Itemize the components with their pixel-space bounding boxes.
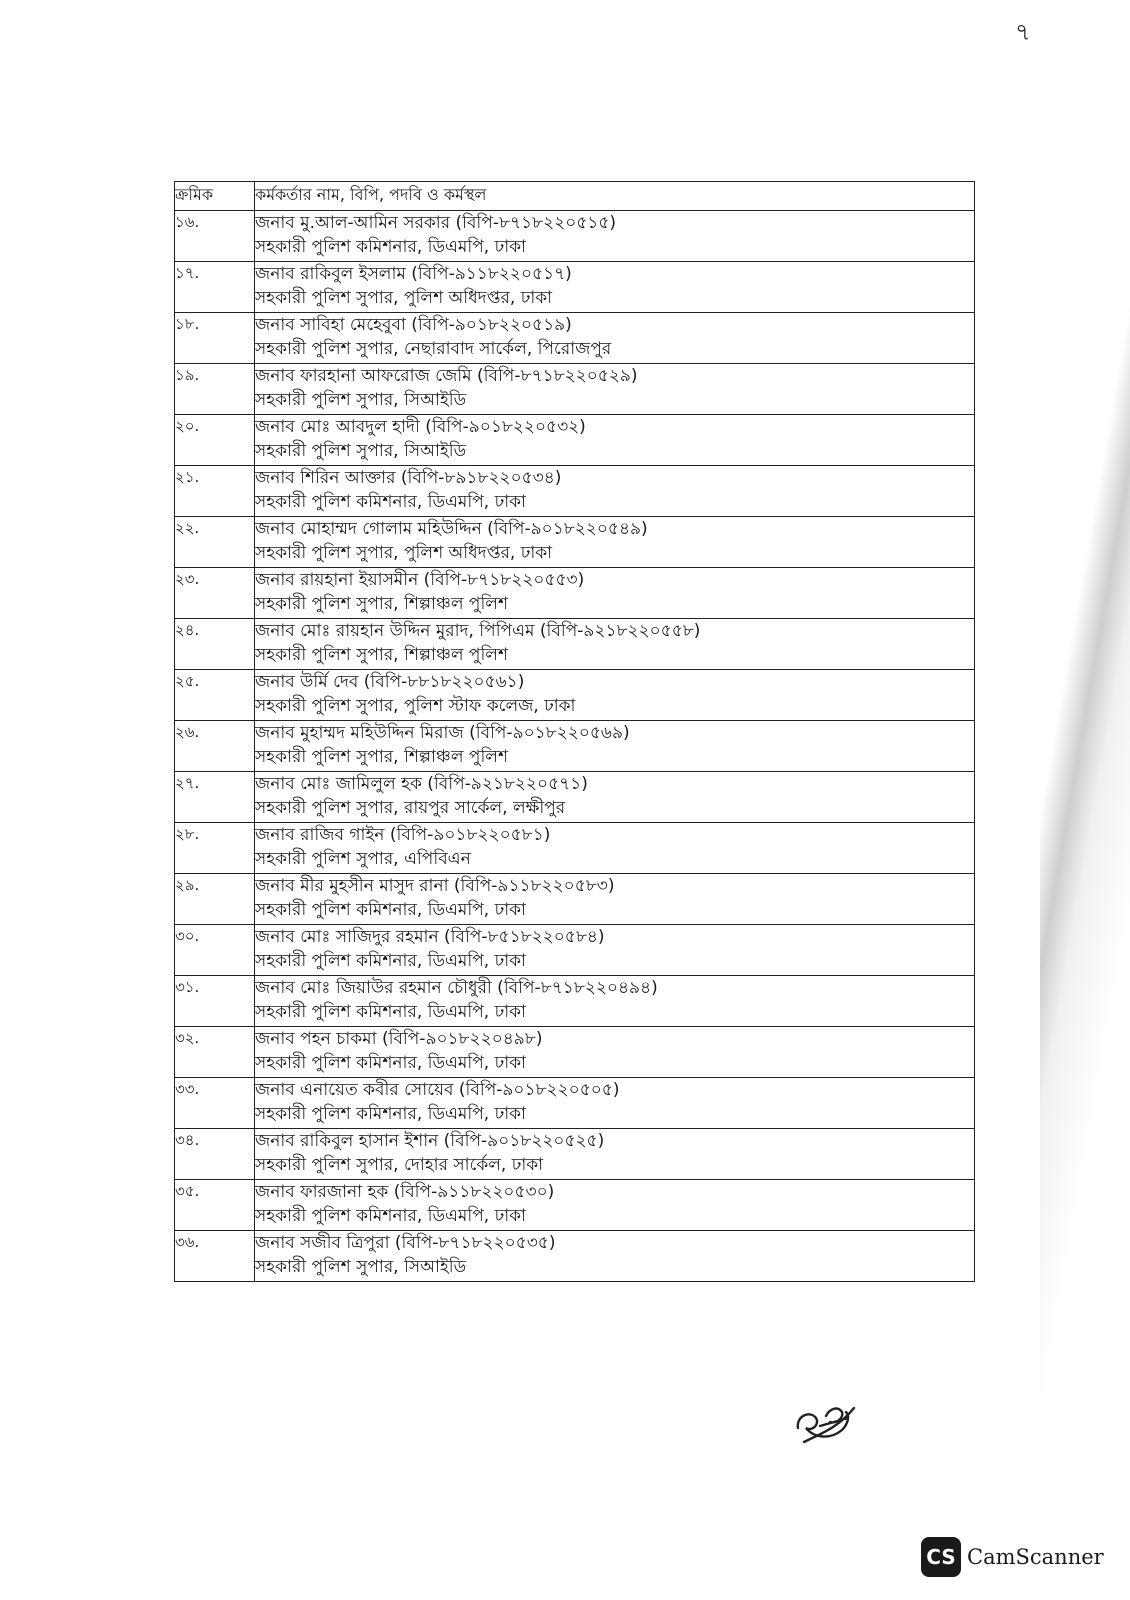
table-row — [175, 976, 975, 1027]
officer-posting: সহকারী পুলিশ কমিশনার, ডিএমপি, ঢাকা — [255, 237, 526, 257]
table-header-row — [175, 182, 975, 211]
officer-name-bp: জনাব মোঃ জামিলুল হক (বিপি-৯২১৮২২০৫৭১) — [255, 774, 588, 794]
officer-name-bp: জনাব পহন চাকমা (বিপি-৯০১৮২২০৪৯৮) — [255, 1029, 543, 1049]
officer-posting: সহকারী পুলিশ সুপার, শিল্পাঞ্চল পুলিশ — [255, 747, 509, 767]
table-row — [175, 721, 975, 772]
camscanner-watermark — [921, 1537, 1104, 1577]
officer-posting: সহকারী পুলিশ সুপার, রায়পুর সার্কেল, লক্ষীপুর — [255, 798, 566, 818]
serial-cell: ১৮. — [175, 313, 255, 364]
officer-posting: সহকারী পুলিশ সুপার, সিআইডি — [255, 1257, 467, 1277]
officer-name-bp: জনাব ফারজানা হক (বিপি-৯১১৮২২০৫৩০) — [255, 1182, 555, 1202]
table-row — [175, 925, 975, 976]
table-row — [175, 1027, 975, 1078]
details-cell — [255, 619, 975, 670]
details-cell — [255, 823, 975, 874]
details-cell — [255, 925, 975, 976]
officer-name-bp: জনাব সজীব ত্রিপুরা (বিপি-৮৭১৮২২০৫৩৫) — [255, 1233, 556, 1253]
officer-name-bp: জনাব শিরিন আক্তার (বিপি-৮৯১৮২২০৫৩৪) — [255, 468, 562, 488]
details-cell — [255, 262, 975, 313]
officer-posting: সহকারী পুলিশ সুপার, সিআইডি — [255, 390, 467, 410]
table-row — [175, 262, 975, 313]
table-row — [175, 517, 975, 568]
officer-name-bp: জনাব রাজিব গাইন (বিপি-৯০১৮২২০৫৮১) — [255, 825, 551, 845]
officer-name-bp: জনাব মু.আল-আমিন সরকার (বিপি-৮৭১৮২২০৫১৫) — [255, 213, 616, 233]
officer-name-bp: জনাব মোঃ সাজিদুর রহমান (বিপি-৮৫১৮২২০৫৮৪) — [255, 927, 605, 947]
details-cell — [255, 313, 975, 364]
table-body — [175, 211, 975, 1282]
serial-cell: ২৫. — [175, 670, 255, 721]
officer-name-bp: জনাব মুহাম্মদ মহিউদ্দিন মিরাজ (বিপি-৯০১৮২২০৫৬৯) — [255, 723, 630, 743]
officer-name-bp: জনাব মোহাম্মদ গোলাম মহিউদ্দিন (বিপি-৯০১৮২২০৫৪৯) — [255, 519, 648, 539]
officer-name-bp: জনাব রায়হানা ইয়াসমীন (বিপি-৮৭১৮২২০৫৫৩) — [255, 570, 585, 590]
details-cell — [255, 211, 975, 262]
table-row — [175, 364, 975, 415]
serial-cell: ৩১. — [175, 976, 255, 1027]
details-cell — [255, 568, 975, 619]
page-edge-shadow — [1040, 0, 1130, 1520]
details-cell — [255, 772, 975, 823]
officer-name-bp: জনাব মীর মুহসীন মাসুদ রানা (বিপি-৯১১৮২২০৫৮৩) — [255, 876, 615, 896]
serial-cell: ২১. — [175, 466, 255, 517]
officer-name-bp: জনাব ফারহানা আফরোজ জেমি (বিপি-৮৭১৮২২০৫২৯) — [255, 366, 638, 386]
table-row — [175, 211, 975, 262]
details-cell — [255, 670, 975, 721]
officer-name-bp: জনাব এনায়েত কবীর সোয়েব (বিপি-৯০১৮২২০৫০৫) — [255, 1080, 620, 1100]
details-cell — [255, 1129, 975, 1180]
serial-cell: ২৩. — [175, 568, 255, 619]
serial-cell: ৩০. — [175, 925, 255, 976]
page-corner-mark: ৭ — [1015, 18, 1031, 46]
details-cell — [255, 517, 975, 568]
serial-cell: ৩৪. — [175, 1129, 255, 1180]
officer-posting: সহকারী পুলিশ সুপার, পুলিশ অধিদপ্তর, ঢাকা — [255, 288, 553, 308]
officer-name-bp: জনাব রাকিবুল হাসান ইশান (বিপি-৯০১৮২২০৫২৫) — [255, 1131, 605, 1151]
officer-name-bp: জনাব মোঃ জিয়াউর রহমান চৌধুরী (বিপি-৮৭১৮২২০৪৯৪) — [255, 978, 658, 998]
details-cell — [255, 874, 975, 925]
table-row — [175, 466, 975, 517]
serial-cell: ২৪. — [175, 619, 255, 670]
table-row — [175, 313, 975, 364]
table-row — [175, 772, 975, 823]
officer-name-bp: জনাব মোঃ আবদুল হাদী (বিপি-৯০১৮২২০৫৩২) — [255, 417, 586, 437]
serial-cell: ৩৬. — [175, 1231, 255, 1282]
officer-posting: সহকারী পুলিশ সুপার, নেছারাবাদ সার্কেল, পিরোজপুর — [255, 339, 612, 359]
details-cell — [255, 1231, 975, 1282]
camscanner-label: CamScanner — [967, 1545, 1104, 1569]
officer-posting: সহকারী পুলিশ সুপার, পুলিশ স্টাফ কলেজ, ঢাকা — [255, 696, 576, 716]
officer-name-bp: জনাব উর্মি দেব (বিপি-৮৮১৮২২০৫৬১) — [255, 672, 525, 692]
signature-initials — [790, 1398, 860, 1448]
details-cell — [255, 721, 975, 772]
officer-posting: সহকারী পুলিশ সুপার, দোহার সার্কেল, ঢাকা — [255, 1155, 544, 1175]
details-column-header: কর্মকর্তার নাম, বিপি, পদবি ও কর্মস্থল — [255, 182, 975, 211]
officer-posting: সহকারী পুলিশ কমিশনার, ডিএমপি, ঢাকা — [255, 1053, 526, 1073]
officer-posting: সহকারী পুলিশ সুপার, পুলিশ অধিদপ্তর, ঢাকা — [255, 543, 553, 563]
serial-cell: ৩৫. — [175, 1180, 255, 1231]
details-cell — [255, 364, 975, 415]
details-cell — [255, 415, 975, 466]
details-cell — [255, 976, 975, 1027]
serial-cell: ৩২. — [175, 1027, 255, 1078]
serial-cell: ৩৩. — [175, 1078, 255, 1129]
officer-posting: সহকারী পুলিশ সুপার, শিল্পাঞ্চল পুলিশ — [255, 594, 509, 614]
details-cell — [255, 1027, 975, 1078]
serial-cell: ২২. — [175, 517, 255, 568]
officer-table — [174, 181, 975, 1282]
officer-name-bp: জনাব রাকিবুল ইসলাম (বিপি-৯১১৮২২০৫১৭) — [255, 264, 572, 284]
serial-cell: ২৮. — [175, 823, 255, 874]
officer-posting: সহকারী পুলিশ সুপার, এপিবিএন — [255, 849, 471, 869]
table-row — [175, 823, 975, 874]
serial-cell: ১৭. — [175, 262, 255, 313]
table-row — [175, 415, 975, 466]
table-row — [175, 1231, 975, 1282]
serial-cell: ১৯. — [175, 364, 255, 415]
officer-posting: সহকারী পুলিশ কমিশনার, ডিএমপি, ঢাকা — [255, 1104, 526, 1124]
officer-posting: সহকারী পুলিশ সুপার, শিল্পাঞ্চল পুলিশ — [255, 645, 509, 665]
officer-posting: সহকারী পুলিশ কমিশনার, ডিএমপি, ঢাকা — [255, 900, 526, 920]
table-row — [175, 1129, 975, 1180]
table-row — [175, 1180, 975, 1231]
table-row — [175, 568, 975, 619]
table-row — [175, 619, 975, 670]
officer-name-bp: জনাব সাবিহা মেহেবুবা (বিপি-৯০১৮২২০৫১৯) — [255, 315, 572, 335]
camscanner-logo-icon: CS — [921, 1537, 961, 1577]
serial-cell: ১৬. — [175, 211, 255, 262]
serial-cell: ২৯. — [175, 874, 255, 925]
officer-posting: সহকারী পুলিশ কমিশনার, ডিএমপি, ঢাকা — [255, 1206, 526, 1226]
details-cell — [255, 1180, 975, 1231]
officer-posting: সহকারী পুলিশ কমিশনার, ডিএমপি, ঢাকা — [255, 951, 526, 971]
details-cell — [255, 466, 975, 517]
officer-posting: সহকারী পুলিশ কমিশনার, ডিএমপি, ঢাকা — [255, 492, 526, 512]
officer-posting: সহকারী পুলিশ সুপার, সিআইডি — [255, 441, 467, 461]
table-row — [175, 670, 975, 721]
details-cell — [255, 1078, 975, 1129]
table-row — [175, 1078, 975, 1129]
serial-cell: ২০. — [175, 415, 255, 466]
table-row — [175, 874, 975, 925]
officer-posting: সহকারী পুলিশ কমিশনার, ডিএমপি, ঢাকা — [255, 1002, 526, 1022]
officer-name-bp: জনাব মোঃ রায়হান উদ্দিন মুরাদ, পিপিএম (বিপি-৯২১৮২২০৫৫৮) — [255, 621, 701, 641]
serial-cell: ২৬. — [175, 721, 255, 772]
serial-cell: ২৭. — [175, 772, 255, 823]
serial-column-header: ক্রমিক — [175, 182, 255, 211]
